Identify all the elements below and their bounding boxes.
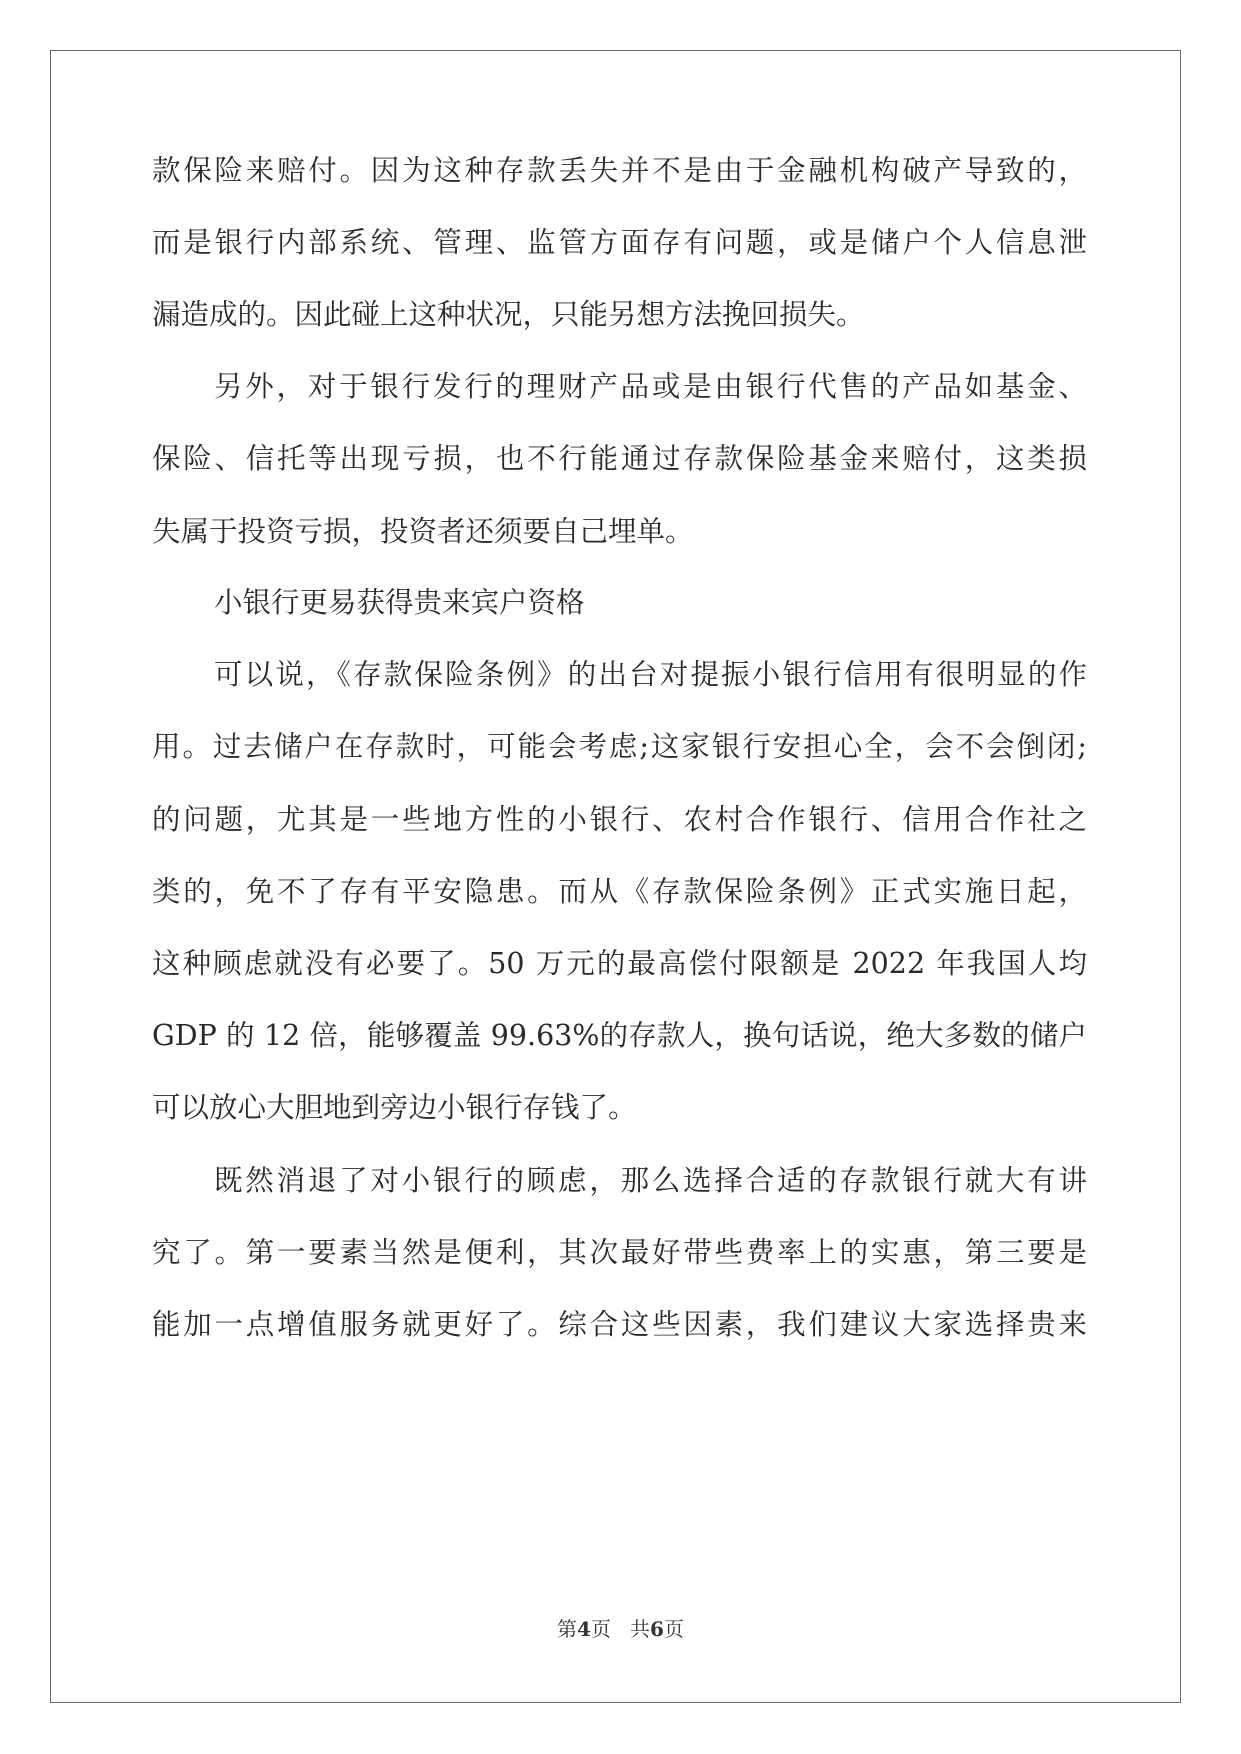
text-line: 漏造成的。因此碰上这种状况，只能另想方法挽回损失。 — [152, 298, 865, 331]
text-line: 用。过去储户在存款时，可能会考虑;这家银行安担心全，会不会倒闭; — [152, 730, 1087, 763]
text-line: 款保险来赔付。因为这种存款丢失并不是由于金融机构破产导致的， — [152, 154, 1087, 187]
text-line: 类的，免不了存有平安隐患。而从《存款保险条例》正式实施日起， — [152, 875, 1087, 908]
text-line: GDP 的 12 倍，能够覆盖 99.63%的存款人，换句话说，绝大多数的储户 — [152, 1019, 1087, 1052]
text-line: 的问题，尤其是一些地方性的小银行、农村合作银行、信用合作社之 — [152, 803, 1087, 836]
total-suffix: 页 — [663, 1617, 684, 1641]
text-line: 可以说，《存款保险条例》的出台对提振小银行信用有很明显的作 — [214, 658, 1087, 691]
text-line: 另外，对于银行发行的理财产品或是由银行代售的产品如基金、 — [214, 370, 1087, 403]
text-line: 能加一点增值服务就更好了。综合这些因素，我们建议大家选择贵来 — [152, 1308, 1087, 1341]
total-prefix: 共 — [630, 1617, 651, 1641]
text-line: 保险、信托等出现亏损，也不行能通过存款保险基金来赔付，这类损 — [152, 442, 1087, 475]
section-heading: 小银行更易获得贵来宾户资格 — [214, 586, 585, 619]
page-footer — [0, 1616, 1241, 1642]
page-suffix: 页 — [590, 1617, 611, 1641]
text-line: 可以放心大胆地到旁边小银行存钱了。 — [152, 1091, 637, 1124]
text-line: 失属于投资亏损，投资者还须要自己埋单。 — [152, 515, 694, 548]
current-page-number: 4 — [577, 1617, 591, 1641]
text-line: 既然消退了对小银行的顾虑，那么选择合适的存款银行就大有讲 — [214, 1164, 1087, 1197]
text-line: 而是银行内部系统、管理、监管方面存有问题，或是储户个人信息泄 — [152, 226, 1087, 259]
text-line: 究了。第一要素当然是便利，其次最好带些费率上的实惠，第三要是 — [152, 1236, 1087, 1269]
text-line: 这种顾虑就没有必要了。50 万元的最高偿付限额是 2022 年我国人均 — [152, 947, 1087, 980]
page-prefix: 第 — [557, 1617, 578, 1641]
total-page-count: 6 — [650, 1617, 664, 1641]
